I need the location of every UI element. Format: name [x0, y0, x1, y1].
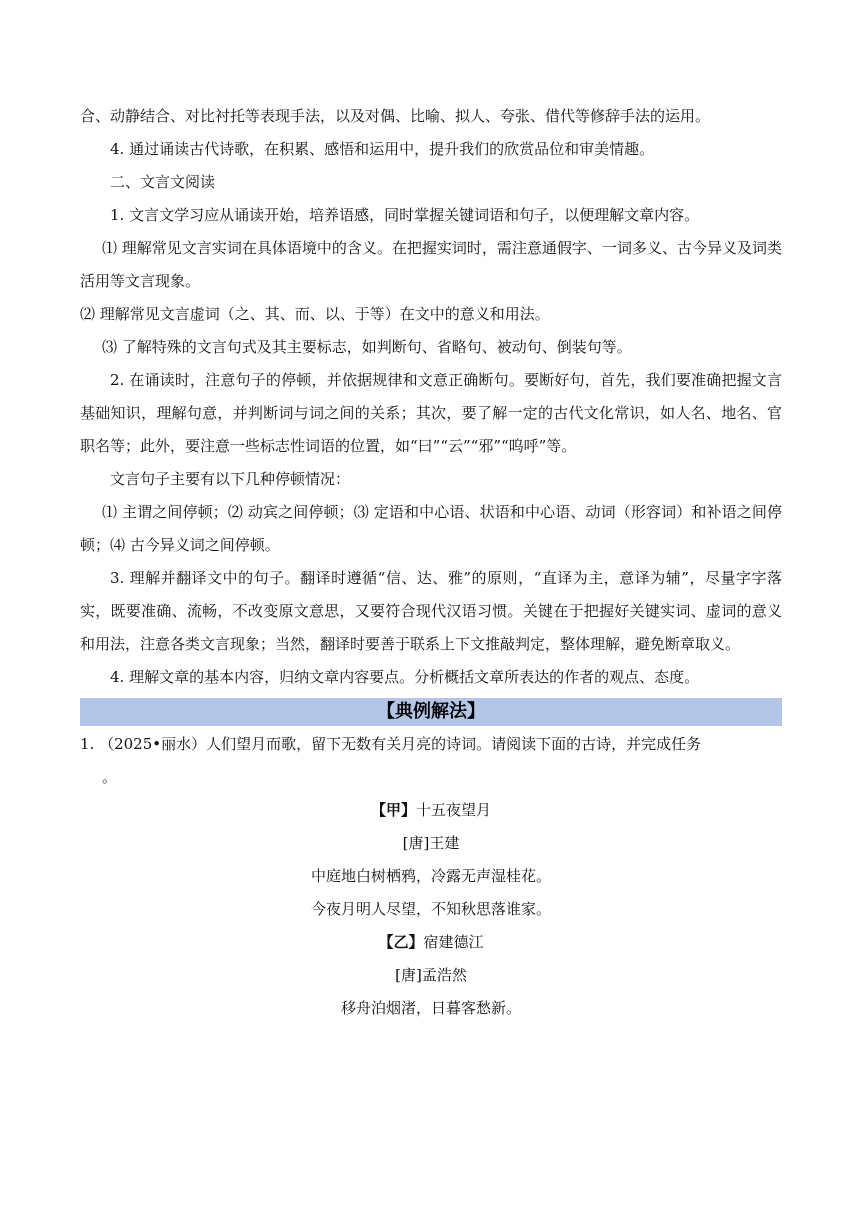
text-line: ⑶ 了解特殊的文言句式及其主要标志，如判断句、省略句、被动句、倒装句等。	[102, 338, 632, 356]
text-line: 4. 通过诵读古代诗歌，在积累、感悟和运用中，提升我们的欣赏品位和审美情趣。	[110, 140, 655, 158]
section-band: 【典例解法】	[80, 698, 782, 726]
poem-jia-heading	[80, 794, 782, 827]
poem-line: 移舟泊烟渚，日暮客愁新。	[340, 999, 521, 1017]
text-paragraph: ⑴ 理解常见文言实词在具体语境中的含义。在把握实词时，需注意通假字、一词多义、古今异义及词类活用等文言现象。	[80, 239, 782, 290]
text-line: 1. 文言文学习应从诵读开始，培养语感，同时掌握关键词语和句子，以便理解文章内容。	[110, 206, 700, 224]
question-line-cont: 。	[102, 768, 118, 786]
text-line: 4. 理解文章的基本内容，归纳文章内容要点。分析概括文章所表达的作者的观点、态度。	[110, 668, 700, 686]
document-page	[80, 100, 782, 1025]
poem-line: 今夜月明人尽望，不知秋思落谁家。	[310, 900, 551, 918]
text-paragraph: ⑴ 主谓之间停顿；⑵ 动宾之间停顿；⑶ 定语和中心语、状语和中心语、动词（形容词）和补语之间停顿；⑷ 古今异义词之间停顿。	[80, 503, 782, 554]
section-heading: 二、文言文阅读	[110, 173, 216, 191]
question	[80, 728, 782, 794]
text-line: 文言句子主要有以下几种停顿情况：	[110, 470, 351, 488]
text-paragraph: 2. 在诵读时，注意句子的停顿，并依据规律和文意正确断句。要断好句，首先，我们要准确把握文言基础知识，理解句意，并判断词与词之间的关系；其次，要了解一定的古代文化常识，如人名、地名、官职名等；此外，要注意一些标志性词语的位置，如“曰”“云”“邪”“呜呼”等。	[80, 371, 782, 455]
text-line: ⑵ 理解常见文言虚词（之、其、而、以、于等）在文中的意义和用法。	[80, 305, 550, 323]
poem-title: 十五夜望月	[416, 801, 492, 819]
poem-mark: 【乙】	[378, 933, 424, 951]
poem-author: [唐]孟浩然	[395, 966, 467, 984]
text-line: 合、动静结合、对比衬托等表现手法，以及对偶、比喻、拟人、夸张、借代等修辞手法的运用。	[80, 107, 711, 125]
poem-title: 宿建德江	[423, 933, 484, 951]
poem-yi-heading	[80, 926, 782, 959]
question-line: 1. （2025•丽水）人们望月而歌，留下无数有关月亮的诗词。请阅读下面的古诗，并完成任务	[80, 735, 702, 753]
poem-author: [唐]王建	[402, 834, 460, 852]
text-paragraph: 3. 理解并翻译文中的句子。翻译时遵循“信、达、雅”的原则，“直译为主，意译为辅”，尽量字字落实，既要准确、流畅，不改变原文意思，又要符合现代汉语习惯。关键在于把握好关键实词、虚词的意义和用法，注意各类文言现象；当然，翻译时要善于联系上下文推敲判定，整体理解，避免断章取义。	[80, 569, 782, 653]
poem-line: 中庭地白树栖鸦，冷露无声湿桂花。	[310, 867, 551, 885]
poem-mark: 【甲】	[370, 801, 416, 819]
